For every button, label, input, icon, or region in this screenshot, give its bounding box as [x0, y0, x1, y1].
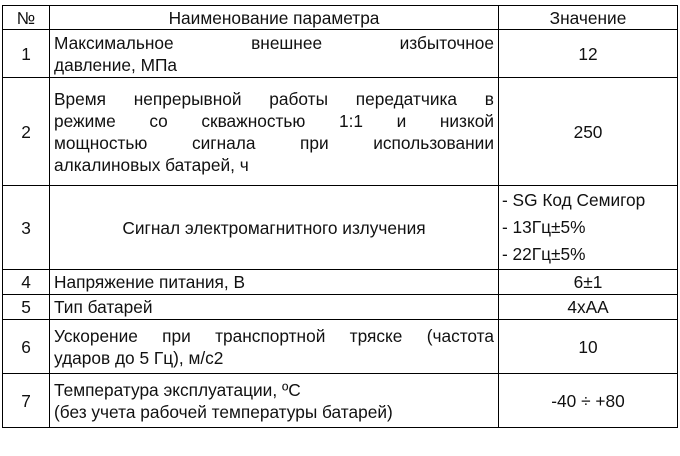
parameter-name [50, 320, 499, 374]
parameter-name [50, 186, 499, 270]
row-number: 4 [3, 270, 50, 295]
table-row [3, 374, 678, 428]
header-num: № [3, 6, 50, 30]
parameter-name-line: алкалиновых батарей, ч [54, 154, 249, 175]
parameter-value: 4хАА [499, 295, 678, 320]
row-number: 6 [3, 320, 50, 374]
table-row [3, 270, 678, 295]
value-list-item: - 13Гц±5% [502, 217, 586, 237]
table-row [3, 295, 678, 320]
parameter-name-line: Максимальное внешнее избыточное [54, 32, 494, 53]
parameter-name [50, 270, 499, 295]
parameter-name [50, 295, 499, 320]
table-row [3, 186, 678, 270]
parameter-value: -40 ÷ +80 [499, 374, 678, 428]
parameter-name [50, 30, 499, 78]
parameter-name-line: Ускорение при транспортной тряске (частота [54, 325, 494, 346]
parameter-name-line: давление, МПа [54, 54, 178, 75]
parameter-value [499, 186, 678, 270]
parameter-name-line: (без учета рабочей температуры батарей) [54, 401, 393, 422]
parameter-name-line: ударов до 5 Гц), м/с2 [54, 347, 224, 368]
header-row [3, 6, 678, 30]
parameter-name-line: мощностью сигнала при использовании [54, 132, 494, 153]
parameter-name-line: Сигнал электромагнитного излучения [122, 217, 426, 238]
parameter-value: 10 [499, 320, 678, 374]
parameter-name-line: Время непрерывной работы передатчика в [54, 88, 494, 109]
parameter-name-line: Напряжение питания, В [54, 272, 246, 292]
row-number: 1 [3, 30, 50, 78]
parameter-value: 6±1 [499, 270, 678, 295]
parameter-name [50, 78, 499, 186]
parameter-name-line: Тип батарей [54, 297, 153, 317]
value-list-item: - SG Код Семигор [502, 190, 646, 210]
table-row [3, 30, 678, 78]
table-row [3, 78, 678, 186]
parameter-name [50, 374, 499, 428]
value-list-item: - 22Гц±5% [502, 244, 586, 264]
parameter-name-line: режиме со скважностью 1:1 и низкой [54, 110, 494, 131]
row-number: 3 [3, 186, 50, 270]
row-number: 2 [3, 78, 50, 186]
parameter-value: 250 [499, 78, 678, 186]
header-value: Значение [499, 6, 678, 30]
parameters-table [2, 5, 678, 428]
parameter-value: 12 [499, 30, 678, 78]
header-name: Наименование параметра [50, 6, 499, 30]
row-number: 5 [3, 295, 50, 320]
parameter-name-line: Температура эксплуатации, ºС [54, 379, 301, 400]
table-row [3, 320, 678, 374]
row-number: 7 [3, 374, 50, 428]
